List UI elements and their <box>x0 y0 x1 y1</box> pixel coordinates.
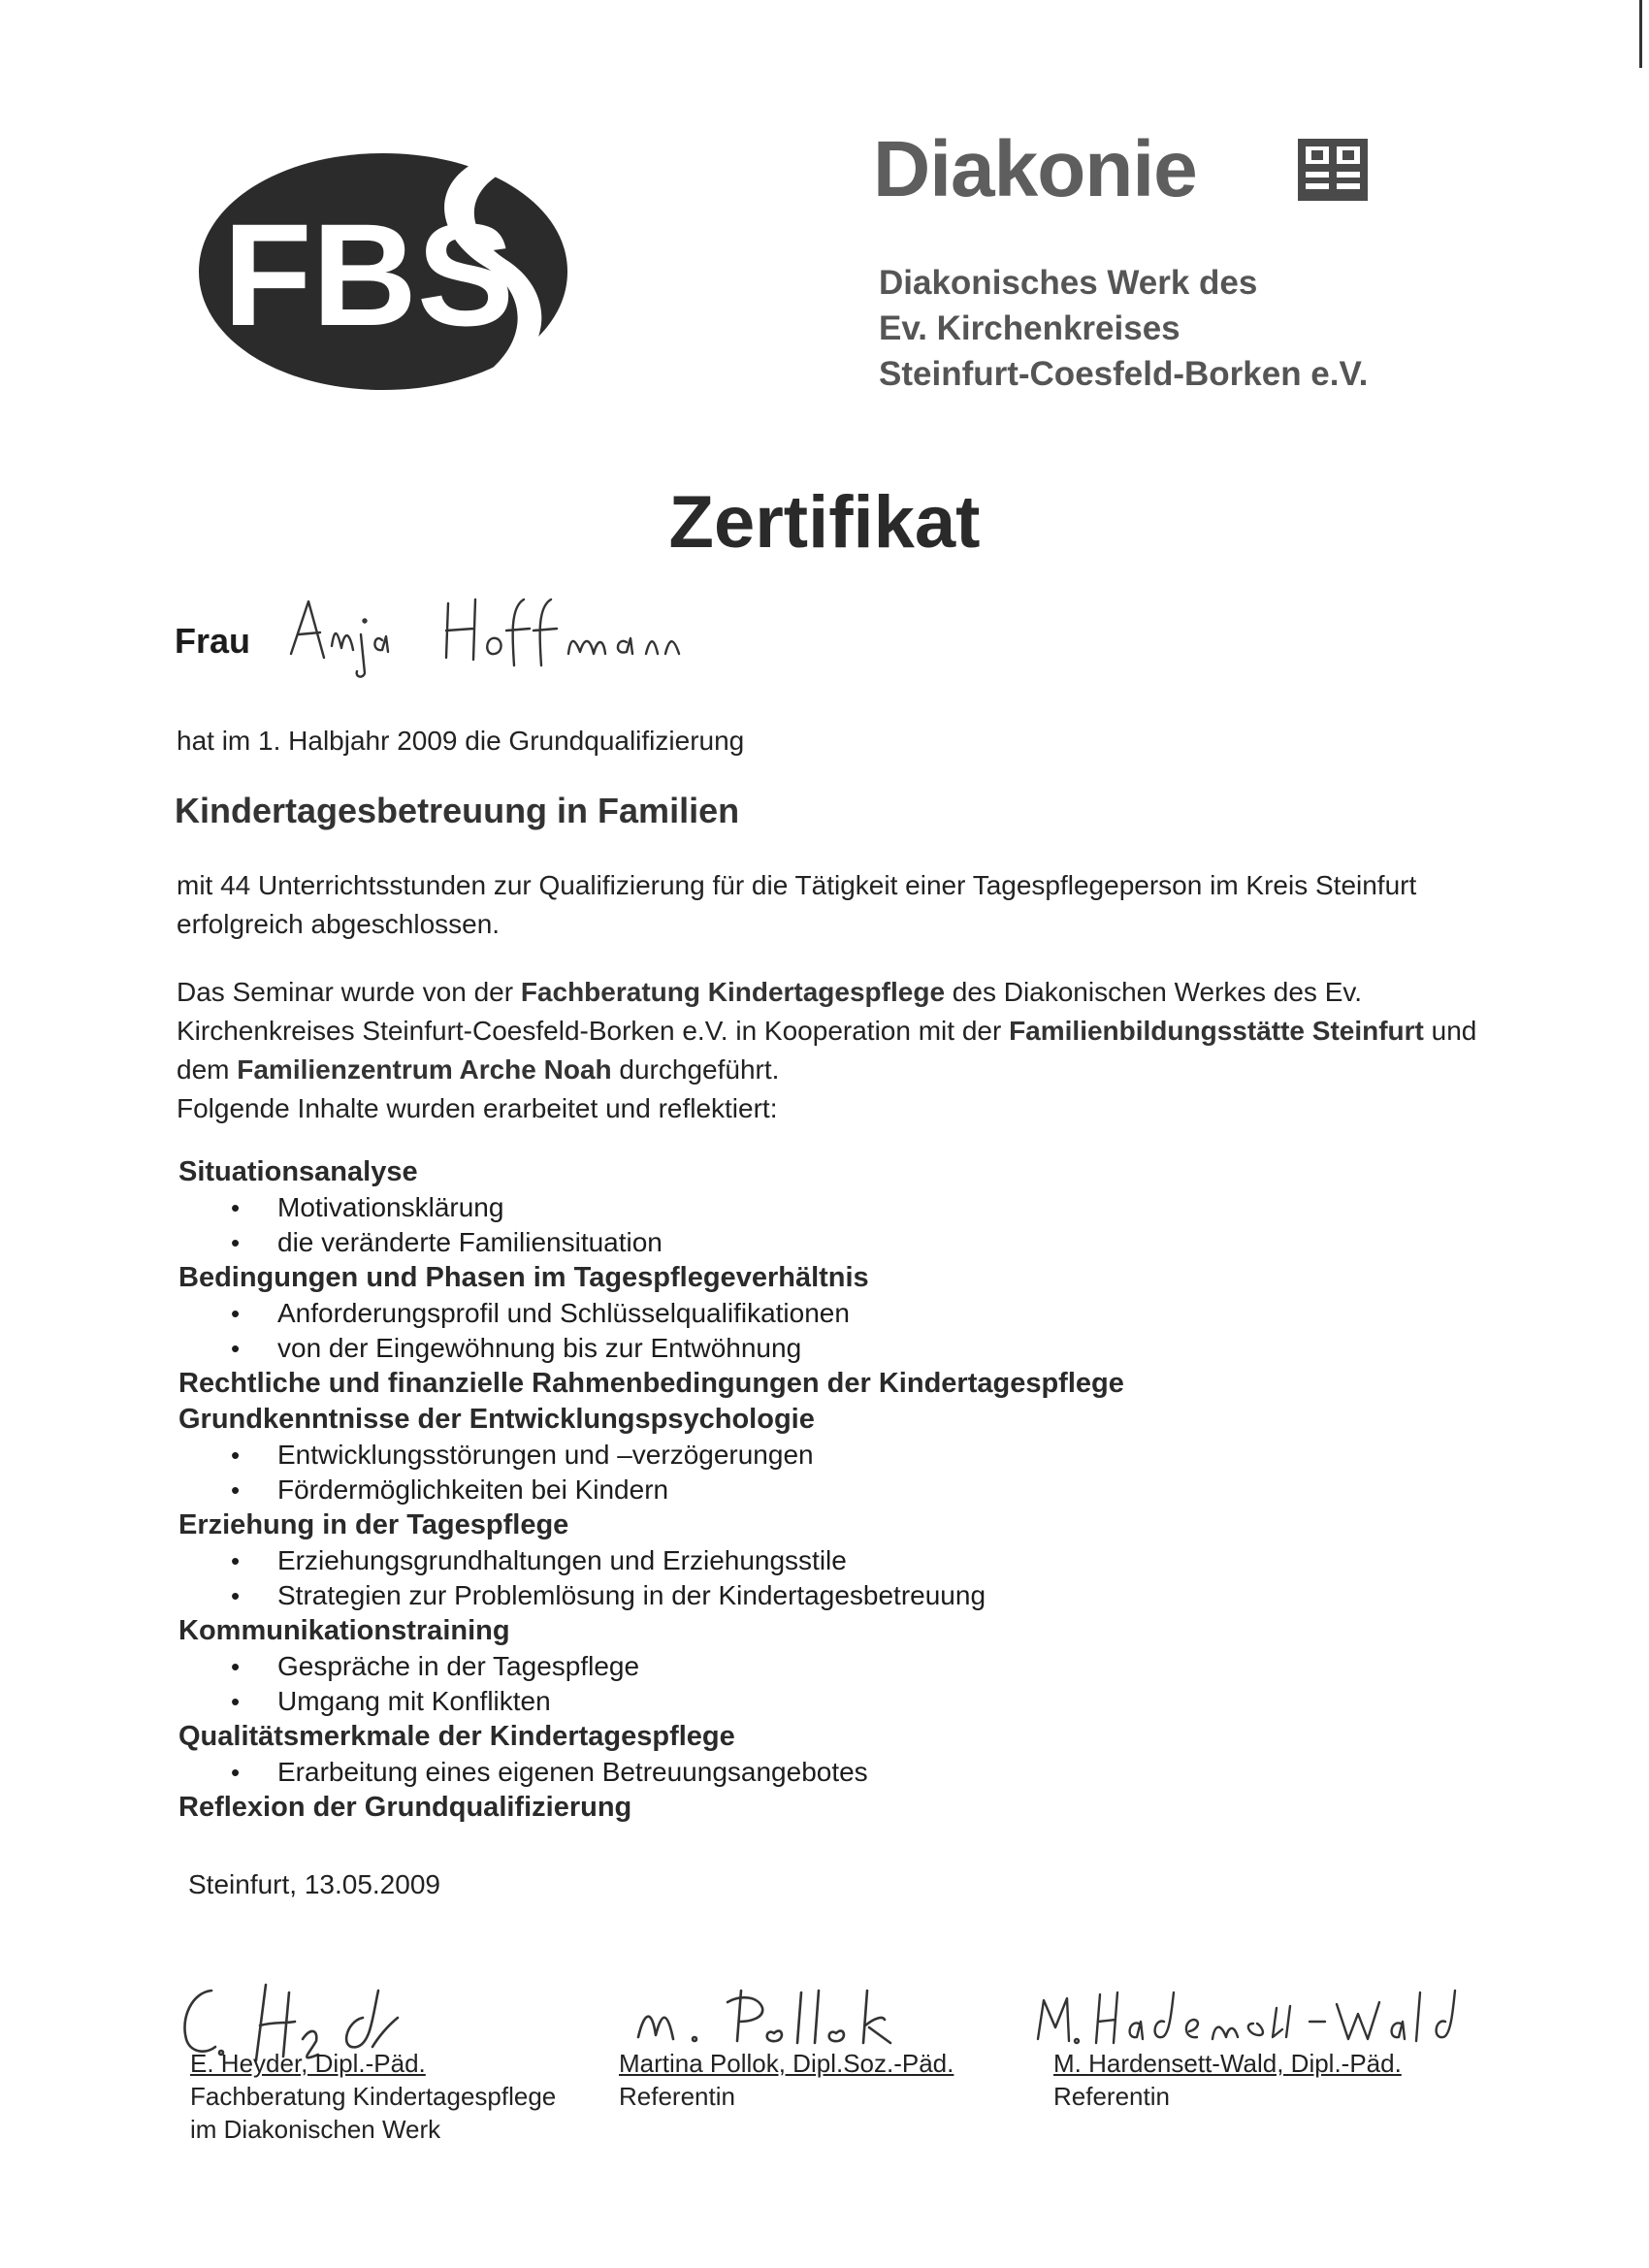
scan-edge-line <box>1639 0 1642 68</box>
signatory-name: E. Heyder, Dipl.-Päd. <box>190 2049 426 2078</box>
topic-item: • Erziehungsgrundhaltungen und Erziehungsstile <box>178 1543 1517 1578</box>
topic-item: • Erarbeitung eines eigenen Betreuungsangebotes <box>178 1755 1517 1790</box>
diakonie-wordmark: Diakonie <box>873 125 1197 213</box>
topic-heading: Situationsanalyse <box>178 1156 418 1187</box>
topic-item: • von der Eingewöhnung bis zur Entwöhnung <box>178 1331 1517 1366</box>
topic-heading: Rechtliche und finanzielle Rahmenbedingungen der Kindertagespflege <box>178 1368 1124 1399</box>
signatory-pollok <box>619 2047 954 2113</box>
topic-heading: Bedingungen und Phasen im Tagespflegeverhältnis <box>178 1262 869 1293</box>
signatory-heyder <box>190 2047 556 2146</box>
signatory-hardensett-wald <box>1053 2047 1402 2113</box>
topic-item: • Strategien zur Problemlösung in der Kindertagesbetreuung <box>178 1578 1517 1613</box>
handwritten-name <box>281 578 708 685</box>
topic-item: • Anforderungsprofil und Schlüsselqualifikationen <box>178 1296 1517 1331</box>
text-run: Folgende Inhalte wurden erarbeitet und reflektiert: <box>177 1093 778 1123</box>
familienbildungsstaette-emphasis: Familienbildungsstätte Steinfurt <box>1009 1016 1424 1046</box>
signatory-role: Fachberatung Kindertagespflege <box>190 2082 557 2111</box>
topic-heading: Reflexion der Grundqualifizierung <box>178 1792 632 1823</box>
organization-line: Ev. Kirchenkreises <box>879 309 1180 347</box>
seminar-paragraph <box>177 973 1496 1128</box>
topic-heading: Erziehung in der Tagespflege <box>178 1509 569 1540</box>
salutation: Frau <box>175 621 251 661</box>
topics-list <box>178 1154 1517 1826</box>
certificate-title-text: Zertifikat <box>668 481 981 564</box>
topic-heading: Kommunikationstraining <box>178 1615 510 1646</box>
signatory-role: Referentin <box>1053 2082 1170 2111</box>
certificate-title <box>0 480 1649 565</box>
signatory-name: Martina Pollok, Dipl.Soz.-Päd. <box>619 2049 954 2078</box>
fbs-logo <box>194 146 572 398</box>
text-run: des Diakonischen Werkes des Ev. Kirchenkreises Steinfurt-Coesfeld-Borken e.V. in Kooperation mit der <box>177 977 1363 1046</box>
topic-item: • Motivationsklärung <box>178 1190 1517 1225</box>
organization-line: Steinfurt-Coesfeld-Borken e.V. <box>879 355 1369 393</box>
diakonie-cross-icon <box>1298 139 1368 201</box>
organization-address <box>879 260 1368 397</box>
text-run: Das Seminar wurde von der <box>177 977 521 1007</box>
topic-heading: Qualitätsmerkmale der Kindertagespflege <box>178 1721 735 1752</box>
organization-line: Diakonisches Werk des <box>879 264 1258 302</box>
intro-text: hat im 1. Halbjahr 2009 die Grundqualifizierung <box>177 726 745 756</box>
topic-item: • die veränderte Familiensituation <box>178 1225 1517 1260</box>
fbs-logo-text: FBS <box>223 193 514 356</box>
text-run: durchgeführt. <box>611 1054 780 1085</box>
text-run: und dem <box>177 1016 1477 1085</box>
signatory-name: M. Hardensett-Wald, Dipl.-Päd. <box>1053 2049 1402 2078</box>
place-date: Steinfurt, 13.05.2009 <box>188 1869 440 1899</box>
qualification-subject: Kindertagesbetreuung in Familien <box>175 791 740 830</box>
topic-item: • Fördermöglichkeiten bei Kindern <box>178 1473 1517 1507</box>
topic-item: • Umgang mit Konflikten <box>178 1684 1517 1719</box>
topic-item: • Entwicklungsstörungen und –verzögerungen <box>178 1438 1517 1473</box>
familienzentrum-emphasis: Familienzentrum Arche Noah <box>237 1054 612 1085</box>
signatory-role: Referentin <box>619 2082 735 2111</box>
signatory-role: im Diakonischen Werk <box>190 2115 441 2144</box>
topic-item: • Gespräche in der Tagespflege <box>178 1649 1517 1684</box>
fachberatung-emphasis: Fachberatung Kindertagespflege <box>520 977 946 1007</box>
topic-heading: Grundkenntnisse der Entwicklungspsychologie <box>178 1404 815 1435</box>
qualification-paragraph: mit 44 Unterrichtsstunden zur Qualifizierung für die Tätigkeit einer Tagespflegeperson im Kreis Steinfurt erfolgreich abgeschlossen. <box>177 870 1417 939</box>
